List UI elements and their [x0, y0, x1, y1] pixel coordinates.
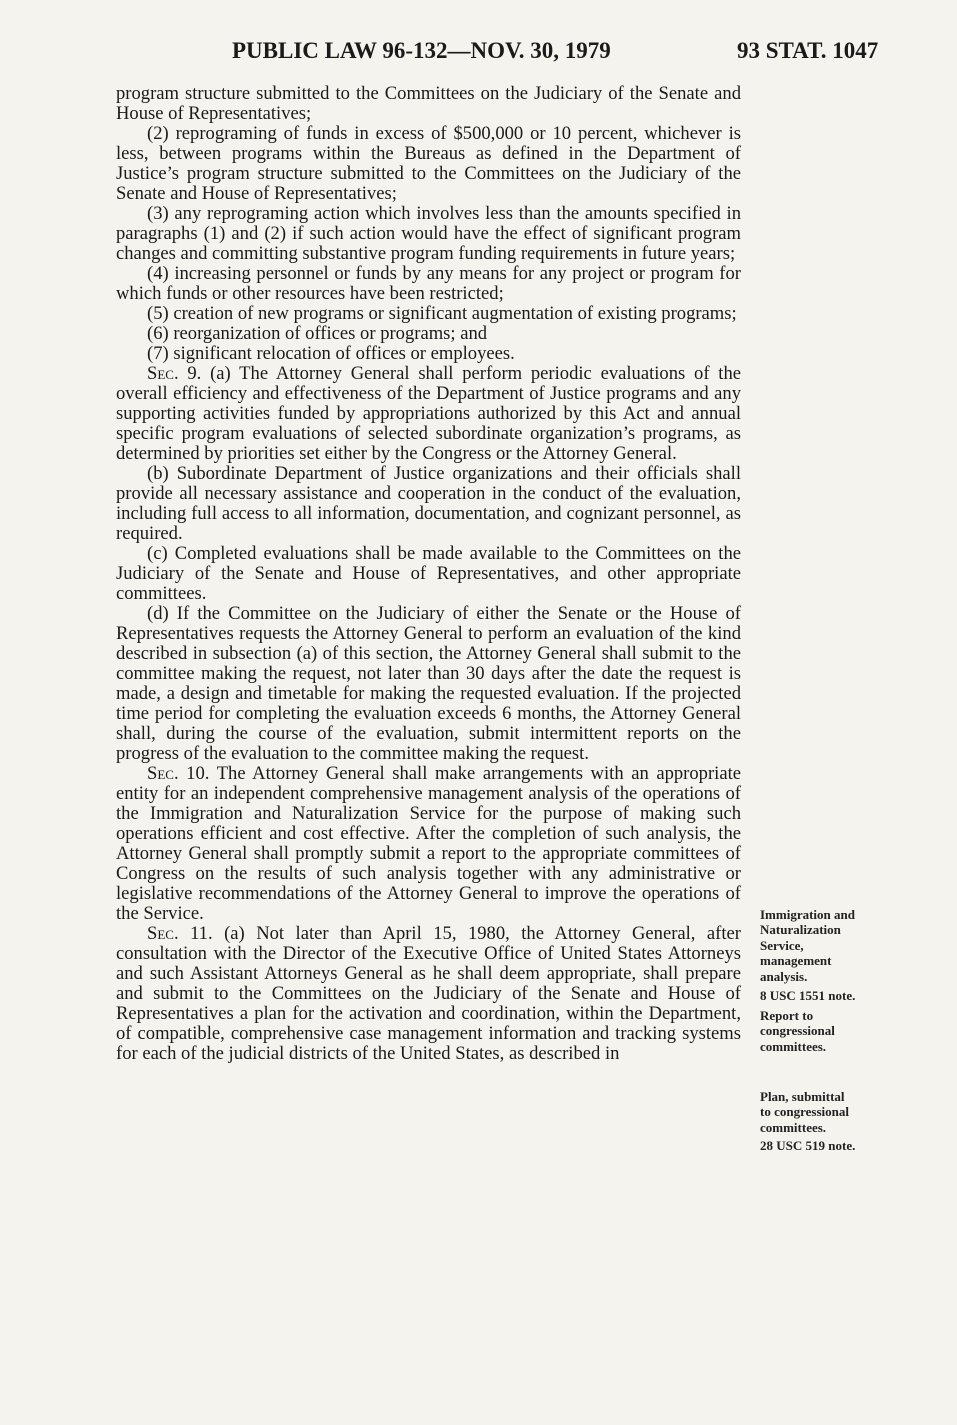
margin-note-line: Service, [760, 937, 804, 953]
paragraph-continuation: program structure submitted to the Committees on the Judiciary of the Senate and House of Representatives; [116, 83, 741, 124]
section-10-label: Sec. 10. [147, 763, 210, 784]
margin-note-line: congressional [760, 1023, 835, 1039]
paragraph-item-5: (5) creation of new programs or significant augmentation of existing programs; [147, 303, 737, 324]
margin-note-ins-analysis [760, 907, 900, 984]
paragraph-item-7: (7) significant relocation of offices or employees. [147, 343, 515, 364]
margin-note-line: management [760, 953, 832, 969]
paragraph-item-6: (6) reorganization of offices or programs; and [147, 323, 488, 344]
section-9-b: (b) Subordinate Department of Justice organizations and their officials shall provide all necessary assistance and cooperation in the conduct of the evaluation, including full access to all information, documentation, and cognizant personnel, as required. [116, 463, 741, 544]
margin-note-line: committees. [760, 1119, 827, 1135]
section-10-text: The Attorney General shall make arrangements with an appropriate entity for an independent comprehensive management analysis of the operations of the Immigration and Naturalization Service for the purpose of making such operations efficient and cost effective. After the completion of such analysis, the Attorney General shall promptly submit a report to the appropriate committees of Congress on the results of such analysis together with any administrative or legislative recommendations of the Attorney General to improve the operations of the Service. [116, 763, 741, 924]
margin-note-line: Naturalization [760, 922, 841, 938]
section-11-label: Sec. 11. [147, 923, 213, 944]
running-head-title: PUBLIC LAW 96-132—NOV. 30, 1979 [232, 38, 611, 63]
section-11-a [116, 924, 741, 1064]
section-9-a [116, 364, 741, 464]
paragraph-item-2: (2) reprograming of funds in excess of $500,000 or 10 percent, whichever is less, between programs within the Bureaus as defined in the Department of Justice’s program structure submitted to the Committees on the Judiciary of the Senate and House of Representatives; [116, 123, 741, 204]
margin-note-plan [760, 1089, 900, 1135]
margin-note-28-usc-519 [760, 1138, 900, 1153]
paragraph-item-4: (4) increasing personnel or funds by any means for any project or program for which funds or other resources have been restricted; [116, 263, 741, 304]
margin-note-line: 28 USC 519 note. [760, 1138, 856, 1153]
margin-note-8-usc-1551 [760, 988, 900, 1003]
margin-note-line: 8 USC 1551 note. [760, 988, 856, 1003]
statute-page-number: 93 STAT. 1047 [737, 38, 879, 63]
margin-note-report [760, 1008, 900, 1054]
margin-note-line: committees. [760, 1038, 827, 1054]
section-9-c: (c) Completed evaluations shall be made available to the Committees on the Judiciary of the Senate and House of Representatives, and other appropriate committees. [116, 543, 741, 604]
body-text [116, 84, 741, 1064]
section-9-label: Sec. 9. [147, 363, 202, 384]
section-9-a-text: (a) The Attorney General shall perform periodic evaluations of the overall efficiency and effectiveness of the Department of Justice programs and any supporting activities funded by appropriations authorized by this Act and annual specific program evaluations of selected subordinate organization’s programs, as determined by priorities set either by the Congress or the Attorney General. [116, 363, 741, 464]
margin-note-line: Report to [760, 1008, 814, 1023]
page-header [0, 38, 957, 68]
section-10 [116, 764, 741, 924]
section-9-d: (d) If the Committee on the Judiciary of either the Senate or the House of Representatives requests the Attorney General to perform an evaluation of the kind described in subsection (a) of this section, the Attorney General shall submit to the committee making the request, not later than 30 days after the date the request is made, a design and timetable for making the requested evaluation. If the projected time period for completing the evaluation exceeds 6 months, the Attorney General shall, during the course of the evaluation, submit intermittent reports on the progress of the evaluation to the committee making the request. [116, 603, 741, 764]
margin-note-line: Plan, submittal [760, 1089, 845, 1104]
section-11-a-text: (a) Not later than April 15, 1980, the Attorney General, after consultation with the Director of the Executive Office of United States Attorneys and such Assistant Attorneys General as he shall deem appropriate, shall prepare and submit to the Committees on the Judiciary of the Senate and House of Representatives a plan for the activation and coordination, within the Department, of compatible, comprehensive case management information and tracking systems for each of the judicial districts of the United States, as described in [116, 923, 741, 1064]
margin-note-line: to congressional [760, 1104, 849, 1120]
margin-note-line: Immigration and [760, 907, 855, 922]
paragraph-item-3: (3) any reprograming action which involves less than the amounts specified in paragraphs (1) and (2) if such action would have the effect of significant program changes and committing substantive program funding requirements in future years; [116, 203, 741, 264]
margin-note-line: analysis. [760, 968, 808, 984]
